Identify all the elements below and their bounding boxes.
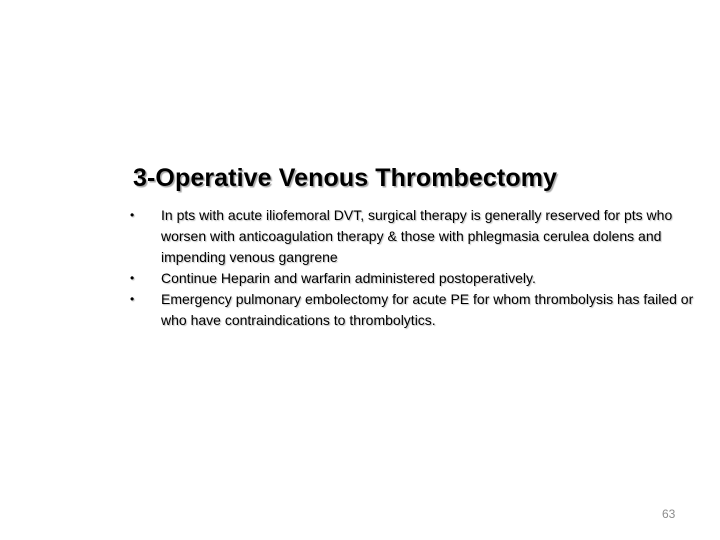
bullet-item	[130, 268, 715, 289]
bullet-marker: •	[130, 271, 135, 285]
bullet-marker: •	[130, 208, 135, 222]
bullet-text: Emergency pulmonary embolectomy for acute PE for whom thrombolysis has failed or who have contraindications to thrombolytics.	[161, 291, 694, 328]
bullet-item	[130, 289, 715, 331]
slide-title: 3-Operative Venous Thrombectomy	[133, 164, 558, 192]
bullet-text: In pts with acute iliofemoral DVT, surgical therapy is generally reserved for pts who worsen with anticoagulation therapy & those with phlegmasia cerulea dolens and impending venous gangrene	[161, 207, 673, 265]
page-number: 63	[662, 507, 676, 521]
bullet-list	[130, 205, 715, 331]
bullet-text: Continue Heparin and warfarin administered postoperatively.	[161, 270, 536, 286]
bullet-marker: •	[130, 292, 135, 306]
bullet-item	[130, 205, 715, 268]
